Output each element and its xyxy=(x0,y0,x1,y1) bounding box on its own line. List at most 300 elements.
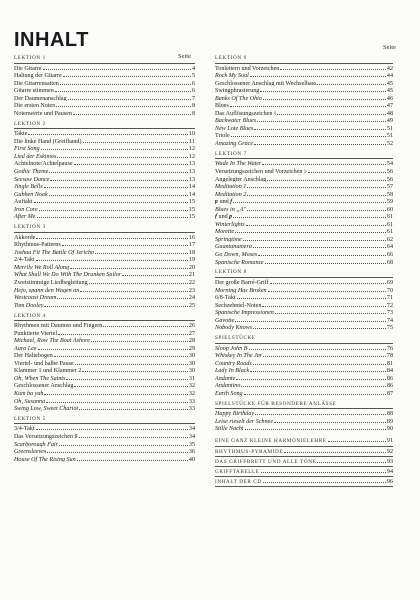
toc-leader-dots xyxy=(34,197,188,203)
toc-right-column xyxy=(215,55,393,487)
toc-section-heading: LEKTION 3 xyxy=(14,224,195,233)
toc-entry[interactable] xyxy=(215,293,393,301)
toc-entry[interactable] xyxy=(14,255,195,263)
toc-leader-dots xyxy=(270,278,386,284)
toc-entry[interactable] xyxy=(14,270,195,278)
toc-entry[interactable] xyxy=(14,233,195,241)
toc-leader-dots xyxy=(73,109,191,115)
toc-entry[interactable] xyxy=(215,109,393,117)
toc-entry-title: Die linke Hand (Greifhand) xyxy=(14,138,82,145)
toc-leader-dots xyxy=(233,212,386,218)
toc-entry-page: 81 xyxy=(386,360,393,367)
toc-entry[interactable] xyxy=(14,351,195,359)
toc-leader-dots xyxy=(63,71,191,77)
toc-entry-title: Amazing Grace xyxy=(215,140,254,147)
toc-entry-title: Aura Lee xyxy=(14,345,37,352)
toc-entry-title: Go Down, Moses xyxy=(215,251,258,258)
toc-leader-dots xyxy=(55,86,191,92)
toc-entry-title: Kum ba yah xyxy=(14,390,44,397)
toc-entry-page: 48 xyxy=(386,110,393,117)
toc-leader-dots xyxy=(49,167,188,173)
toc-entry[interactable] xyxy=(14,129,195,137)
toc-entry[interactable] xyxy=(14,190,195,198)
toc-entry-title: Klammer 1 und Klammer 2 xyxy=(14,368,82,374)
toc-entry-title: Angelegter Anschlag xyxy=(215,176,267,183)
toc-entry[interactable] xyxy=(14,101,195,109)
toc-entry[interactable] xyxy=(14,336,195,344)
toc-entry[interactable] xyxy=(215,301,393,309)
toc-entry[interactable] xyxy=(215,409,393,417)
toc-entry-title: Guantanamera xyxy=(215,244,252,250)
toc-entry-title: First Song xyxy=(14,146,40,152)
toc-entry-title: Auftakt xyxy=(14,199,33,205)
toc-entry[interactable] xyxy=(14,197,195,205)
toc-leader-dots xyxy=(60,79,191,85)
toc-entry-page: 45 xyxy=(386,80,393,87)
toc-entry[interactable] xyxy=(14,359,195,367)
toc-entry-page: 45 xyxy=(386,88,393,94)
toc-leader-dots xyxy=(317,457,386,463)
toc-entry-title: Die Gitarrensaiten xyxy=(14,80,59,87)
toc-entry[interactable] xyxy=(14,440,195,448)
toc-entry-title: Blues xyxy=(215,103,229,109)
toc-entry[interactable] xyxy=(14,329,195,337)
toc-entry[interactable] xyxy=(215,366,393,374)
toc-entry[interactable] xyxy=(215,167,393,175)
toc-entry-title: Oh, When The Saints xyxy=(14,375,66,382)
toc-entry[interactable] xyxy=(215,190,393,198)
toc-entry[interactable] xyxy=(14,397,195,405)
toc-entry-title: Nobody Knows xyxy=(215,325,253,331)
toc-leader-dots xyxy=(44,389,187,395)
toc-entry-page: 36 xyxy=(188,449,195,455)
toc-entry[interactable] xyxy=(215,344,393,352)
toc-entry[interactable] xyxy=(14,447,195,455)
toc-section-heading: LEKTION 6 xyxy=(215,55,393,64)
toc-entry-page: 56 xyxy=(386,176,393,183)
toc-entry-title: Morning Has Broken xyxy=(215,287,267,294)
toc-entry-title: Der Daumenanschlag xyxy=(14,95,67,102)
toc-entry-page: 57 xyxy=(386,184,393,190)
toc-entry[interactable] xyxy=(215,94,393,102)
toc-entry-page: 34 xyxy=(188,426,195,433)
toc-entry[interactable] xyxy=(14,366,195,374)
toc-leader-dots xyxy=(241,381,386,387)
toc-leader-dots xyxy=(57,293,188,299)
toc-entry-title: Lady In Black xyxy=(215,368,250,374)
toc-entry[interactable] xyxy=(215,71,393,79)
toc-entry-title: 𝆏 und 𝆑 xyxy=(215,199,233,205)
toc-leader-dots xyxy=(250,71,386,77)
toc-section xyxy=(215,335,393,396)
toc-entry-title: Haltung der Gitarre xyxy=(14,73,62,79)
toc-entry[interactable] xyxy=(14,424,195,432)
toc-entry-title: Rock My Soul xyxy=(215,73,249,79)
toc-leader-dots xyxy=(57,152,188,158)
toc-leader-dots xyxy=(275,308,386,314)
toc-entry[interactable] xyxy=(215,286,393,294)
toc-entry-page: 26 xyxy=(188,323,195,329)
toc-section xyxy=(14,55,195,116)
toc-leader-dots xyxy=(46,397,188,403)
toc-leader-dots xyxy=(91,336,188,342)
toc-section-heading: LEKTION 5 xyxy=(14,416,195,425)
toc-entry[interactable] xyxy=(14,344,195,352)
toc-entry-page: 25 xyxy=(188,302,195,309)
toc-entry[interactable] xyxy=(215,131,393,139)
toc-entry-title: Michael, Row The Boat Ashore xyxy=(14,338,90,344)
toc-entry-page: 94 xyxy=(386,468,393,475)
toc-entry-title: Greensleeves xyxy=(14,449,47,455)
toc-entry[interactable] xyxy=(215,374,393,382)
toc-leader-dots xyxy=(89,278,188,284)
toc-entry-page: 31 xyxy=(188,375,195,382)
toc-leader-dots xyxy=(262,301,386,307)
toc-entry[interactable] xyxy=(14,182,195,190)
toc-leader-dots xyxy=(28,129,187,135)
toc-leader-dots xyxy=(236,374,386,380)
toc-entry-page: 22 xyxy=(188,279,195,286)
toc-leader-dots xyxy=(44,182,188,188)
toc-entry[interactable] xyxy=(215,447,393,457)
toc-entry[interactable] xyxy=(14,159,195,167)
toc-entry-title: Springtime xyxy=(215,236,242,243)
toc-leader-dots xyxy=(255,409,386,415)
toc-entry[interactable] xyxy=(215,477,393,487)
toc-entry-title: Wade In The Water xyxy=(215,161,262,167)
toc-entry-title: Westcoast Dream xyxy=(14,295,57,301)
toc-entry[interactable] xyxy=(14,212,195,220)
toc-entry[interactable] xyxy=(215,389,393,397)
page-title: INHALT xyxy=(14,29,89,51)
toc-leader-dots xyxy=(56,101,191,107)
toc-leader-dots xyxy=(38,344,188,350)
toc-entry-page: 71 xyxy=(386,295,393,301)
toc-leader-dots xyxy=(247,205,386,211)
toc-entry[interactable] xyxy=(14,293,195,301)
toc-entry-title: Takte xyxy=(14,131,28,137)
toc-entry[interactable] xyxy=(215,101,393,109)
toc-entry[interactable] xyxy=(14,278,195,286)
toc-entry-page: 11 xyxy=(189,138,195,145)
toc-entry-page: 88 xyxy=(386,411,393,417)
toc-leader-dots xyxy=(36,255,188,261)
toc-entry[interactable] xyxy=(14,71,195,79)
toc-entry[interactable] xyxy=(14,79,195,87)
toc-entry-title: Country Roads xyxy=(215,360,252,367)
toc-section xyxy=(14,416,195,462)
toc-entry[interactable] xyxy=(215,436,393,446)
toc-entry-title: Meditation 2 xyxy=(215,191,247,198)
toc-leader-dots xyxy=(246,220,386,226)
toc-entry[interactable] xyxy=(215,175,393,183)
toc-leader-dots xyxy=(233,197,386,203)
toc-leader-dots xyxy=(247,182,386,188)
page-column-label-left: Seite xyxy=(178,53,191,60)
toc-entry-title: EINE GANZ KLEINE HARMONIELEHRE xyxy=(215,438,327,445)
toc-entry-title: Sloop John B xyxy=(215,345,248,352)
toc-entry-title: Das Auflösungszeichen ♮ xyxy=(215,110,277,117)
toc-leader-dots xyxy=(74,159,188,165)
toc-entry[interactable] xyxy=(215,79,393,87)
toc-entry[interactable] xyxy=(14,455,195,463)
toc-entry-page: 86 xyxy=(386,375,393,382)
toc-entry-page: 51 xyxy=(386,133,393,139)
toc-entry[interactable] xyxy=(14,263,195,271)
toc-entry[interactable] xyxy=(14,404,195,412)
toc-entry-page: 32 xyxy=(188,390,195,397)
toc-entry-title: Gubben Noak xyxy=(14,191,48,198)
toc-entry-title: 6/8-Takt xyxy=(215,295,236,301)
toc-leader-dots xyxy=(280,64,386,70)
toc-entry[interactable] xyxy=(215,205,393,213)
toc-entry-title: House Of The Rising Sun xyxy=(14,456,76,463)
toc-entry[interactable] xyxy=(215,351,393,359)
toc-leader-dots xyxy=(243,235,386,241)
toc-leader-dots xyxy=(230,101,386,107)
toc-entry-page: 44 xyxy=(386,73,393,79)
toc-entry-page: 19 xyxy=(188,257,195,263)
toc-entry[interactable] xyxy=(215,116,393,124)
toc-leader-dots xyxy=(244,389,386,395)
toc-entry[interactable] xyxy=(14,381,195,389)
toc-leader-dots xyxy=(231,131,386,137)
toc-entry-title: Tom Dooley xyxy=(14,302,44,309)
toc-entry[interactable] xyxy=(215,86,393,94)
toc-entry-title: Spanische Impressionen xyxy=(215,310,274,316)
toc-entry-page: 93 xyxy=(386,458,393,465)
toc-entry[interactable] xyxy=(14,152,195,160)
toc-section-heading: LEKTION 1 xyxy=(14,55,195,64)
toc-leader-dots xyxy=(59,440,188,446)
toc-entry[interactable] xyxy=(215,424,393,432)
toc-leader-dots xyxy=(237,293,386,299)
toc-leader-dots xyxy=(79,404,188,410)
toc-entry-page: 17 xyxy=(188,242,195,248)
toc-leader-dots xyxy=(253,323,386,329)
toc-entry[interactable] xyxy=(14,167,195,175)
toc-entry[interactable] xyxy=(215,124,393,132)
toc-entry-page: 10 xyxy=(188,131,195,137)
toc-leader-dots xyxy=(103,321,188,327)
toc-entry-page: 4 xyxy=(191,65,195,72)
toc-leader-dots xyxy=(75,359,188,365)
toc-entry-page: 27 xyxy=(188,330,195,337)
toc-entry-page: 61 xyxy=(386,229,393,235)
toc-entry-title: 𝆑 und 𝆏 xyxy=(215,214,233,220)
toc-entry-title: Joshua Fit The Battle Of Jericho xyxy=(14,249,95,256)
toc-entry-page: 6 xyxy=(191,80,195,87)
toc-leader-dots xyxy=(54,351,188,357)
toc-leader-dots xyxy=(39,205,188,211)
toc-entry[interactable] xyxy=(215,381,393,389)
toc-entry-page: 23 xyxy=(188,287,195,294)
toc-entry[interactable] xyxy=(14,374,195,382)
toc-entry-page: 86 xyxy=(386,383,393,389)
toc-entry[interactable] xyxy=(215,467,393,477)
toc-entry-title: Geschlossener Anschlag mit Wechselbass xyxy=(215,80,317,87)
toc-leader-dots xyxy=(83,137,189,143)
toc-entry-page: 68 xyxy=(386,259,393,266)
toc-entry-page: 16 xyxy=(188,234,195,241)
toc-entry[interactable] xyxy=(215,323,393,331)
toc-entry-page: 74 xyxy=(386,317,393,324)
toc-entry[interactable] xyxy=(14,286,195,294)
toc-entry-page: 7 xyxy=(191,95,195,102)
toc-leader-dots xyxy=(62,240,188,246)
toc-entry[interactable] xyxy=(215,359,393,367)
toc-entry-page: 90 xyxy=(386,426,393,433)
toc-entry-title: Rhythmus-Patterns xyxy=(14,242,61,248)
toc-entry[interactable] xyxy=(14,175,195,183)
toc-leader-dots xyxy=(317,79,385,85)
toc-entry[interactable] xyxy=(215,417,393,425)
toc-entry-title: New Lote Blues xyxy=(215,125,254,132)
toc-entry[interactable] xyxy=(215,139,393,147)
toc-entry[interactable] xyxy=(215,308,393,316)
toc-entry-title: Jingle Bells xyxy=(14,184,43,190)
toc-entry[interactable] xyxy=(14,94,195,102)
toc-entry-title: Blues in „A" xyxy=(215,206,246,213)
toc-entry[interactable] xyxy=(215,316,393,324)
toc-entry-title: Zweistimmige Liedbegleitung xyxy=(14,279,88,286)
toc-entry-title: Iron Core xyxy=(14,206,38,213)
toc-leader-dots xyxy=(328,436,386,442)
toc-leader-dots xyxy=(284,447,386,453)
toc-entry-title: Merrily We Roll Along xyxy=(14,264,70,271)
toc-entry-page: 96 xyxy=(386,479,393,486)
toc-section xyxy=(215,151,393,265)
toc-entry-page: 64 xyxy=(386,244,393,250)
toc-entry-page: 13 xyxy=(188,168,195,175)
toc-leader-dots xyxy=(263,351,386,357)
toc-entry-page: 62 xyxy=(386,236,393,243)
toc-entry-page: 54 xyxy=(386,161,393,167)
toc-entry-title: Sechzehntel-Noten xyxy=(215,302,262,309)
toc-entry[interactable] xyxy=(215,235,393,243)
toc-entry-page: 73 xyxy=(386,310,393,316)
toc-leader-dots xyxy=(50,175,188,181)
toc-entry-title: DAS GRIFFBRETT UND ALLE TÖNE xyxy=(215,458,317,465)
toc-entry[interactable] xyxy=(14,248,195,256)
toc-leader-dots xyxy=(79,432,188,438)
toc-entry-page: 72 xyxy=(386,302,393,309)
toc-leader-dots xyxy=(235,316,386,322)
toc-entry-title: Das Versetzungszeichen ♯ xyxy=(14,434,78,440)
page-column-label-right: Seite xyxy=(383,44,396,51)
toc-leader-dots xyxy=(66,374,187,380)
toc-entry-title: RHYTHMUS-PYRAMIDE xyxy=(215,448,284,455)
toc-entry[interactable] xyxy=(14,432,195,440)
toc-entry-page: 51 xyxy=(386,125,393,132)
toc-entry-title: Versetzungszeichen und Vorzeichen ♭ xyxy=(215,168,307,175)
toc-entry-title: Gothic Theme xyxy=(14,168,49,175)
toc-entry-title: What Shall We Do With The Drunken Sailor xyxy=(14,272,122,278)
toc-entry-page: 14 xyxy=(188,184,195,190)
toc-entry[interactable] xyxy=(215,64,393,72)
toc-entry[interactable] xyxy=(14,389,195,397)
toc-entry[interactable] xyxy=(215,278,393,286)
toc-entry[interactable] xyxy=(14,64,195,72)
toc-entry-title: Banks Of The Ohio xyxy=(215,95,262,102)
toc-entry-page: 29 xyxy=(188,345,195,352)
toc-entry-title: Tonleitern und Vorzeichen xyxy=(215,65,280,72)
toc-entry-page: 47 xyxy=(386,103,393,109)
toc-entry[interactable] xyxy=(215,227,393,235)
toc-section xyxy=(215,269,393,330)
toc-leader-dots xyxy=(82,366,188,372)
toc-leader-dots xyxy=(263,477,386,483)
toc-entry-title: Die Gitarre xyxy=(14,65,42,72)
toc-entry[interactable] xyxy=(14,205,195,213)
toc-entry-page: 34 xyxy=(188,434,195,440)
toc-entry-title: Leise rieselt der Schnee xyxy=(215,418,274,425)
toc-appendix xyxy=(215,436,393,487)
toc-entry[interactable] xyxy=(14,144,195,152)
toc-entry[interactable] xyxy=(14,321,195,329)
toc-entry-page: 32 xyxy=(188,383,195,389)
toc-entry-title: Gavotte xyxy=(215,317,235,324)
toc-entry-page: 14 xyxy=(188,191,195,198)
toc-entry-page: 24 xyxy=(188,295,195,301)
toc-entry[interactable] xyxy=(215,250,393,258)
toc-entry-title: Achtelnote/Achtelpause xyxy=(14,161,73,167)
toc-entry[interactable] xyxy=(215,212,393,220)
toc-entry-title: Viertel- und halbe Pause xyxy=(14,360,74,367)
toc-entry-page: 15 xyxy=(188,206,195,213)
toc-entry[interactable] xyxy=(14,301,195,309)
toc-entry-page: 8 xyxy=(191,110,195,117)
toc-leader-dots xyxy=(249,344,386,350)
toc-entry-page: 20 xyxy=(188,264,195,271)
toc-leader-dots xyxy=(253,359,386,365)
toc-entry-page: 89 xyxy=(386,418,393,425)
toc-entry-page: 78 xyxy=(386,353,393,359)
toc-entry-page: 69 xyxy=(386,279,393,286)
toc-entry-page: 12 xyxy=(188,146,195,152)
toc-entry-page: 15 xyxy=(188,199,195,205)
toc-entry[interactable] xyxy=(215,258,393,266)
toc-section xyxy=(215,401,393,432)
toc-entry[interactable] xyxy=(14,86,195,94)
toc-entry[interactable] xyxy=(215,220,393,228)
toc-entry-page: 58 xyxy=(386,191,393,198)
toc-section xyxy=(14,224,195,308)
toc-leader-dots xyxy=(260,86,386,92)
toc-entry[interactable] xyxy=(215,197,393,205)
toc-entry-title: Oh, Susanna xyxy=(14,398,46,405)
toc-entry[interactable] xyxy=(215,242,393,250)
toc-entry-title: Punktierte Viertel xyxy=(14,330,58,337)
toc-section-heading: LEKTION 8 xyxy=(215,269,393,278)
toc-entry[interactable] xyxy=(215,159,393,167)
toc-entry[interactable] xyxy=(14,137,195,145)
toc-entry[interactable] xyxy=(14,240,195,248)
toc-section-heading: SPIELSTÜCKE xyxy=(215,335,393,344)
toc-entry-page: 46 xyxy=(386,95,393,102)
toc-entry-title: Morette xyxy=(215,229,235,235)
toc-entry-page: 75 xyxy=(386,325,393,331)
toc-entry[interactable] xyxy=(215,182,393,190)
toc-entry-title: Der große Barré-Griff xyxy=(215,279,269,286)
toc-entry-page: 12 xyxy=(188,153,195,160)
toc-entry[interactable] xyxy=(14,109,195,117)
toc-leader-dots xyxy=(261,467,386,473)
toc-entry-title: Lied der Eskimos xyxy=(14,153,57,160)
toc-entry-title: GRIFFTABELLE xyxy=(215,468,260,475)
toc-entry[interactable] xyxy=(215,457,393,467)
toc-leader-dots xyxy=(257,116,386,122)
